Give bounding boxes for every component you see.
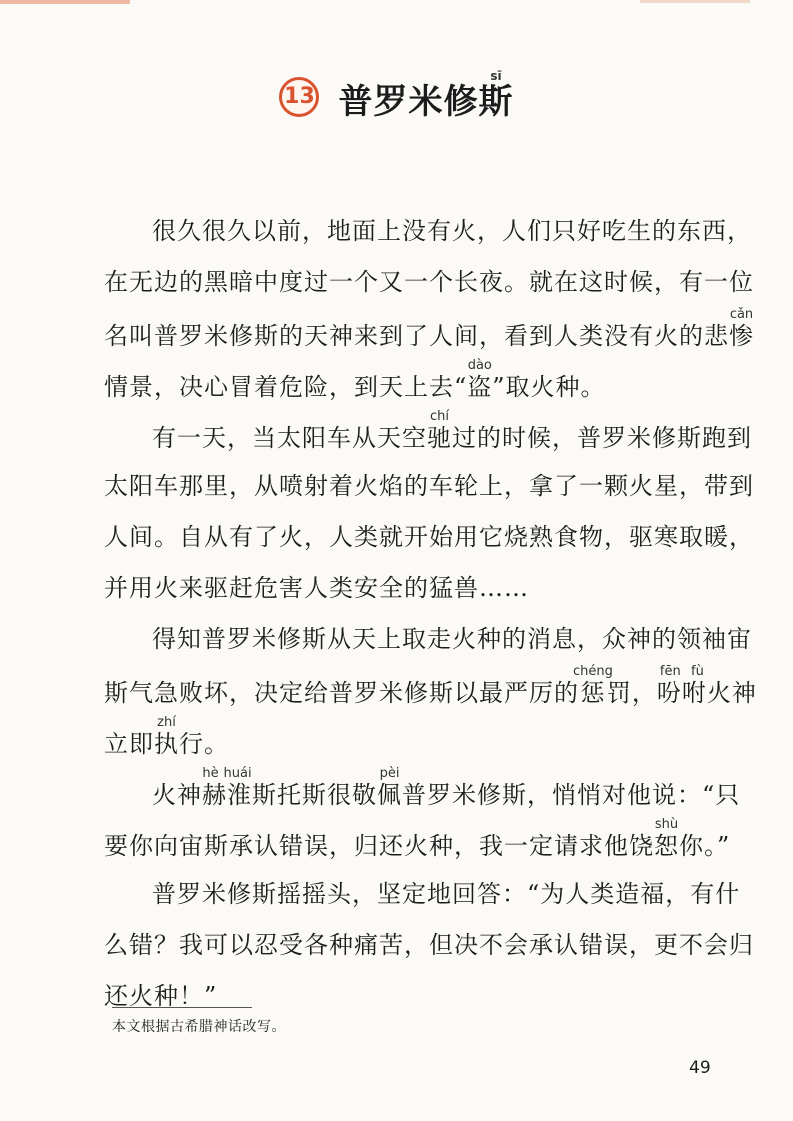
text-line xyxy=(104,920,754,971)
annotated-character: 恕 xyxy=(654,832,679,860)
pinyin-annotation: dào xyxy=(467,358,493,373)
text-line xyxy=(104,716,724,767)
pinyin-annotation: sī xyxy=(478,69,514,83)
top-edge-left-mark xyxy=(0,0,130,4)
lesson-text xyxy=(104,206,757,1022)
text-segment: 你。” xyxy=(679,832,731,860)
text-segment: 还火种！” xyxy=(104,982,218,1010)
text-segment: 过的时候，普罗米修斯跑到 xyxy=(452,424,752,452)
annotated-word xyxy=(478,69,514,122)
text-segment: 罚， xyxy=(606,679,657,707)
text-line xyxy=(104,257,754,308)
annotated-character: 斯 xyxy=(478,82,514,122)
lesson-number-badge: 13 xyxy=(279,77,319,117)
text-line xyxy=(104,766,741,818)
text-segment: 普罗米修斯摇摇头，坚定地回答：“为人类造福，有什 xyxy=(152,880,741,908)
paragraph xyxy=(104,766,741,869)
text-segment: 很久很久以前，地面上没有火，人们只好吃生的东西， xyxy=(152,217,752,245)
text-segment: 有一天，当太阳车从天空 xyxy=(152,424,427,452)
annotated-character: 惨 xyxy=(729,322,754,350)
text-segment: 火神 xyxy=(706,679,757,707)
text-line xyxy=(104,817,731,869)
pinyin-annotation: pèi xyxy=(377,766,402,781)
lesson-title xyxy=(339,70,514,123)
text-line xyxy=(104,512,754,563)
text-line xyxy=(104,307,754,359)
text-line xyxy=(104,664,757,716)
text-segment: 么错？我可以忍受各种痛苦，但决不会承认错误，更不会归 xyxy=(104,931,754,959)
annotated-word xyxy=(154,715,179,758)
text-line xyxy=(104,206,752,257)
text-segment: 要你向宙斯承认错误，归还火种，我一定请求他饶 xyxy=(104,832,654,860)
text-segment: 情景，决心冒着危险，到天上去“ xyxy=(104,373,468,401)
annotated-word xyxy=(573,664,613,707)
text-segment: 行。 xyxy=(179,730,229,758)
annotated-word xyxy=(467,358,493,401)
annotated-word xyxy=(729,307,754,350)
text-line xyxy=(104,971,724,1022)
text-line xyxy=(104,614,752,665)
annotated-character: 吩咐 xyxy=(656,679,707,707)
text-segment: 火神 xyxy=(152,781,202,809)
paragraph xyxy=(104,409,754,614)
lesson-header xyxy=(0,70,793,123)
pinyin-annotation: chéng xyxy=(573,664,613,679)
footnote-divider xyxy=(112,1007,252,1008)
text-segment: 得知普罗米修斯从天上取走火种的消息，众神的领袖宙 xyxy=(152,625,752,653)
annotated-character: 惩 xyxy=(573,679,613,707)
text-line xyxy=(104,461,754,512)
top-edge-right-mark xyxy=(640,0,750,3)
annotated-character: 佩 xyxy=(377,781,402,809)
text-segment: 名叫普罗米修斯的天神来到了人间，看到人类没有火的悲 xyxy=(104,322,729,350)
text-segment: 太阳车那里，从喷射着火焰的车轮上，拿了一颗火星，带到 xyxy=(104,472,754,500)
pinyin-annotation: zhí xyxy=(154,715,179,730)
annotated-word xyxy=(427,409,452,452)
text-segment: ”取火种。 xyxy=(492,373,606,401)
text-line xyxy=(104,359,724,410)
text-segment: 斯托斯很敬 xyxy=(252,781,377,809)
paragraph xyxy=(104,869,754,1022)
pinyin-annotation: hè huái xyxy=(202,766,252,781)
pinyin-annotation: cǎn xyxy=(729,307,754,322)
text-segment: 立即 xyxy=(104,730,154,758)
pinyin-annotation: fēn fù xyxy=(656,664,707,679)
annotated-word xyxy=(377,766,402,809)
paragraph xyxy=(104,614,757,767)
footnote: 本文根据古希腊神话改写。 xyxy=(112,1019,286,1035)
page-number: 49 xyxy=(689,1058,711,1078)
annotated-word xyxy=(202,766,252,809)
annotated-character: 驰 xyxy=(427,424,452,452)
text-line xyxy=(104,563,724,614)
page-top-edge-decoration xyxy=(0,0,793,6)
text-segment: 普罗米修斯，悄悄对他说：“只 xyxy=(402,781,741,809)
text-segment: 在无边的黑暗中度过一个又一个长夜。就在这时候，有一位 xyxy=(104,268,754,296)
annotated-character: 盗 xyxy=(467,373,493,401)
text-segment: 普罗米修 xyxy=(338,82,479,122)
annotated-character: 执 xyxy=(154,730,179,758)
text-line xyxy=(104,869,741,920)
annotated-character: 赫淮 xyxy=(202,781,252,809)
text-segment: 并用火来驱赶危害人类安全的猛兽…… xyxy=(104,574,529,602)
pinyin-annotation: shù xyxy=(654,817,679,832)
text-segment: 斯气急败坏，决定给普罗米修斯以最严厉的 xyxy=(104,679,579,707)
text-line xyxy=(104,409,752,461)
annotated-word xyxy=(654,817,679,860)
text-segment: 人间。自从有了火，人类就开始用它烧熟食物，驱寒取暖， xyxy=(104,523,754,551)
pinyin-annotation: chí xyxy=(427,409,452,424)
paragraph xyxy=(104,206,754,410)
annotated-word xyxy=(656,664,707,707)
